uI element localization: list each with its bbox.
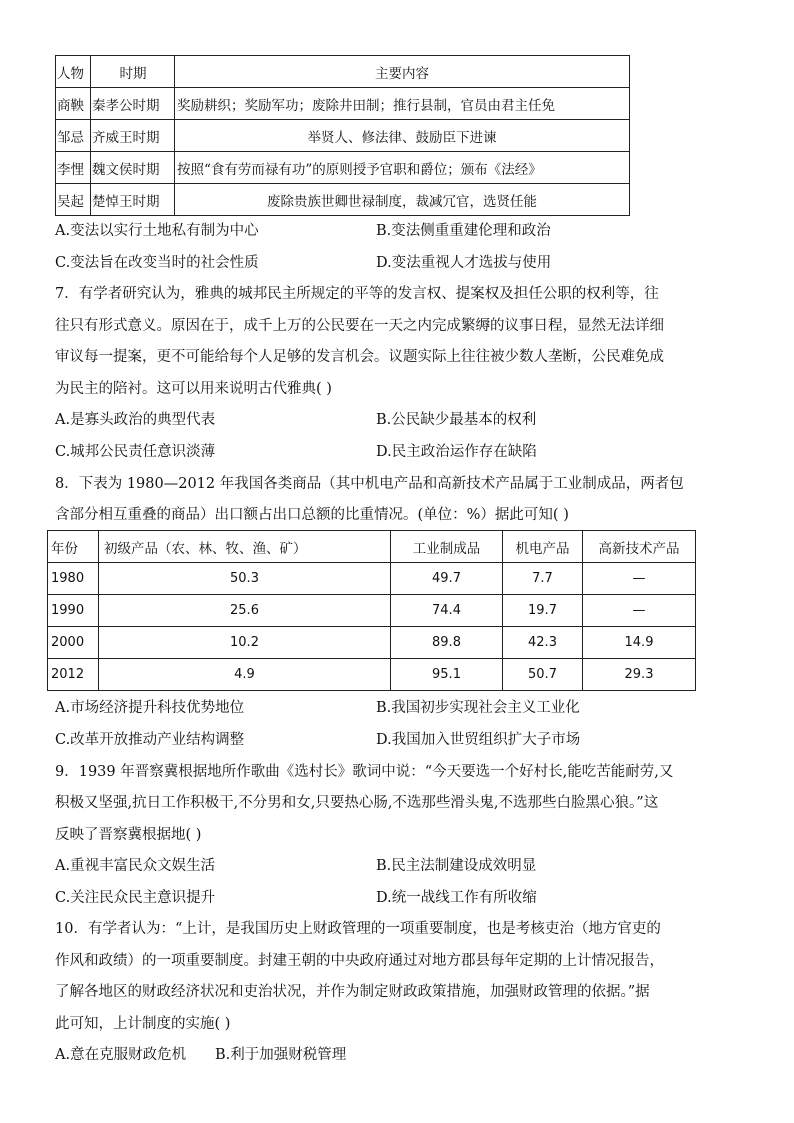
q10-line-2: 作风和政绩）的一项重要制度。封建王朝的中央政府通过对地方郡县每年定期的上计情况报告， — [55, 953, 664, 969]
table-cell: 42.3 — [503, 627, 583, 659]
q7-option-a: A.是寡头政治的典型代表 — [55, 412, 216, 428]
table-cell: 74.4 — [391, 595, 503, 627]
header-cell: 高新技术产品 — [583, 531, 696, 563]
table-cell: 89.8 — [391, 627, 503, 659]
q9-option-b: B.民主法制建设成效明显 — [376, 858, 537, 874]
q7-option-d: D.民主政治运作存在缺陷 — [376, 444, 537, 460]
q7-line-1: 7．有学者研究认为，雅典的城邦民主所规定的平等的发言权、提案权及担任公职的权利等，往 — [55, 286, 659, 302]
table-row — [56, 152, 630, 184]
q8-option-d: D.我国加入世贸组织扩大子市场 — [376, 732, 581, 748]
table-cell: 14.9 — [583, 627, 696, 659]
header-cell: 人物 — [56, 56, 91, 88]
q7-line-3: 审议每一提案，更不可能给每个人足够的发言机会。议题实际上往往被少数人垄断，公民难免成 — [55, 349, 664, 365]
q8-line-1: 8．下表为 1980—2012 年我国各类商品（其中机电产品和高新技术产品属于工业制成品，两者包 — [55, 476, 684, 492]
export-table — [47, 530, 696, 691]
q10-option-b: B.利于加强财税管理 — [215, 1047, 347, 1063]
header-cell: 年份 — [48, 531, 99, 563]
header-cell: 初级产品（农、林、牧、渔、矿） — [99, 531, 391, 563]
table-header-row — [48, 531, 696, 563]
q7-option-b: B.公民缺少最基本的权利 — [376, 412, 537, 428]
table-cell: — — [583, 563, 696, 595]
table-cell: 齐威王时期 — [91, 120, 175, 152]
table-cell: 废除贵族世卿世禄制度，裁减冗官，选贤任能 — [175, 184, 630, 216]
table-row — [48, 563, 696, 595]
table-cell: 邹忌 — [56, 120, 91, 152]
q10-option-a: A.意在克服财政危机 — [55, 1047, 187, 1063]
table-cell: 秦孝公时期 — [91, 88, 175, 120]
table-cell: 19.7 — [503, 595, 583, 627]
q10-line-1: 10．有学者认为：“上计，是我国历史上财政管理的一项重要制度，也是考核吏治（地方官吏的 — [55, 921, 661, 937]
q10-line-4: 此可知，上计制度的实施( ) — [55, 1016, 231, 1032]
q9-line-1: 9．1939 年晋察冀根据地所作歌曲《选村长》歌词中说：“今天要选一个好村长,能吃苦能耐劳,又 — [55, 764, 674, 780]
table-cell: 95.1 — [391, 659, 503, 691]
table-cell: 49.7 — [391, 563, 503, 595]
q9-option-c: C.关注民众民主意识提升 — [55, 890, 216, 906]
table-cell: 50.3 — [99, 563, 391, 595]
q9-option-d: D.统一战线工作有所收缩 — [376, 890, 537, 906]
q6-option-c: C.变法旨在改变当时的社会性质 — [55, 255, 259, 271]
table-cell: 吴起 — [56, 184, 91, 216]
table-cell: 魏文侯时期 — [91, 152, 175, 184]
table-cell: 举贤人、修法律、鼓励臣下进谏 — [175, 120, 630, 152]
table-row — [48, 659, 696, 691]
table-cell: 1990 — [48, 595, 99, 627]
header-cell: 时期 — [91, 56, 175, 88]
q6-option-d: D.变法重视人才选拔与使用 — [376, 255, 552, 271]
table-cell: 1980 — [48, 563, 99, 595]
table-row — [48, 627, 696, 659]
header-cell: 主要内容 — [175, 56, 630, 88]
reform-table — [55, 55, 630, 216]
q7-line-4: 为民主的陪衬。这可以用来说明古代雅典( ) — [55, 381, 332, 397]
table-header-row — [56, 56, 630, 88]
table-cell: 李悝 — [56, 152, 91, 184]
table-cell: 25.6 — [99, 595, 391, 627]
q7-line-2: 往只有形式意义。原因在于，成千上万的公民要在一天之内完成繁缛的议事日程，显然无法详细 — [55, 318, 664, 334]
table-cell: 按照“食有劳而禄有功”的原则授予官职和爵位；颁布《法经》 — [175, 152, 630, 184]
q9-line-2: 积极又坚强,抗日工作积极干,不分男和女,只要热心肠,不选那些滑头鬼,不选那些白脸黑心狼。”这 — [55, 795, 659, 811]
header-cell: 机电产品 — [503, 531, 583, 563]
table-cell: — — [583, 595, 696, 627]
table-cell: 2000 — [48, 627, 99, 659]
q9-option-a: A.重视丰富民众文娱生活 — [55, 858, 216, 874]
table-cell: 7.7 — [503, 563, 583, 595]
q10-line-3: 了解各地区的财政经济状况和吏治状况，并作为制定财政政策措施，加强财政管理的依据。”据 — [55, 984, 650, 1000]
q6-option-b: B.变法侧重重建伦理和政治 — [376, 223, 551, 239]
table-cell: 50.7 — [503, 659, 583, 691]
header-cell: 工业制成品 — [391, 531, 503, 563]
table-cell: 10.2 — [99, 627, 391, 659]
table-row — [56, 88, 630, 120]
table-row — [56, 184, 630, 216]
table-cell: 4.9 — [99, 659, 391, 691]
q8-option-a: A.市场经济提升科技优势地位 — [55, 700, 245, 716]
table-row — [56, 120, 630, 152]
table-cell: 商鞅 — [56, 88, 91, 120]
q8-option-c: C.改革开放推动产业结构调整 — [55, 732, 245, 748]
table-cell: 29.3 — [583, 659, 696, 691]
q8-option-b: B.我国初步实现社会主义工业化 — [376, 700, 580, 716]
table-cell: 奖励耕织；奖励军功；废除井田制；推行县制，官员由君主任免 — [175, 88, 630, 120]
q8-line-2: 含部分相互重叠的商品）出口额占出口总额的比重情况。(单位：%）据此可知( ) — [55, 507, 569, 523]
q6-option-a: A.变法以实行土地私有制为中心 — [55, 223, 259, 239]
q7-option-c: C.城邦公民责任意识淡薄 — [55, 444, 216, 460]
q9-line-3: 反映了晋察冀根据地( ) — [55, 827, 202, 843]
table-cell: 2012 — [48, 659, 99, 691]
table-row — [48, 595, 696, 627]
table-cell: 楚悼王时期 — [91, 184, 175, 216]
